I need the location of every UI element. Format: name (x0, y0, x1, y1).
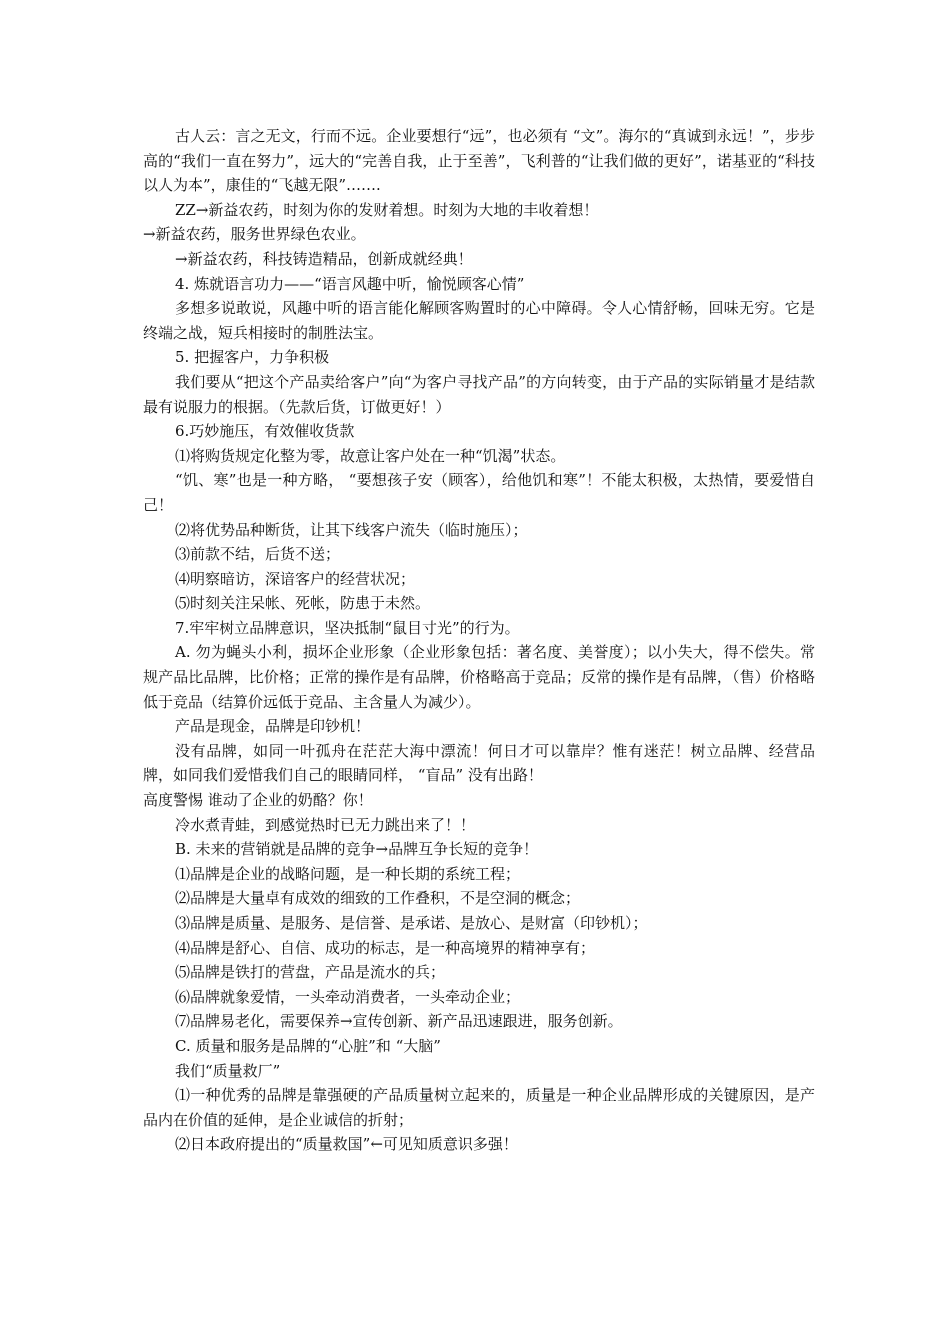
list-item-b-1: ⑴品牌是企业的战略问题，是一种长期的系统工程； (175, 864, 521, 883)
document-body (143, 124, 815, 1157)
list-item-b-7: ⑺品牌易老化，需要保养→宣传创新、新产品迅速跟进，服务创新。 (175, 1012, 623, 1031)
heading-section-4: 4. 炼就语言功力——“语言风趣中听，愉悦顾客心情” (175, 274, 525, 293)
heading-section-7-c: C. 质量和服务是品牌的“心脏”和 “大脑” (175, 1036, 441, 1055)
paragraph-no-brand: 没有品牌，如同一叶孤舟在茫茫大海中漂流！何日才可以靠岸？惟有迷茫！树立品牌、经营品牌，如同我们爱惜我们自己的眼睛同样， “盲品” 没有出路！ (143, 741, 815, 785)
list-item-6-2: ⑵将优势品种断货，让其下线客户流失（临时施压）； (175, 520, 528, 539)
heading-section-5: 5. 把握客户，力争积极 (175, 348, 330, 367)
paragraph-product-cash: 产品是现金，品牌是印钞机！ (175, 717, 371, 736)
list-item-6-1: ⑴将购货规定化整为零，故意让客户处在一种“饥渴”状态。 (175, 446, 566, 465)
list-item-6-5: ⑸时刻关注呆帐、死帐，防患于未然。 (175, 594, 431, 613)
paragraph-section-5-body: 我们要从“把这个产品卖给客户”向“为客户寻找产品”的方向转变，由于产品的实际销量才是结款最有说服力的根据。（先款后货，订做更好！） (143, 372, 815, 416)
list-item-b-6: ⑹品牌就象爱情，一头牵动消费者，一头牵动企业； (175, 987, 521, 1006)
list-item-b-5: ⑸品牌是铁打的营盘，产品是流水的兵； (175, 963, 446, 982)
paragraph-boiling-frog: 冷水煮青蛙，到感觉热时已无力跳出来了！！ (175, 815, 476, 834)
list-item-b-2: ⑵品牌是大量卓有成效的细致的工作叠积，不是空洞的概念； (175, 889, 581, 908)
list-item-c-1: ⑴一种优秀的品牌是靠强硬的产品质量树立起来的，质量是一种企业品牌形成的关键原因，是产品内在价值的延伸，是企业诚信的折射； (143, 1086, 815, 1129)
list-item-c-2: ⑵日本政府提出的“质量救国”←可见知质意识多强！ (175, 1135, 518, 1154)
paragraph-section-4-body: 多想多说敢说，风趣中听的语言能化解顾客购置时的心中障碍。令人心情舒畅，回味无穷。它是终端之战，短兵相接时的制胜法宝。 (143, 299, 815, 342)
heading-section-7: 7.牢牢树立品牌意识，坚决抵制“鼠目寸光”的行为。 (175, 618, 520, 637)
paragraph-slogan-innovation: →新益农药，科技铸造精品，创新成就经典！ (175, 249, 473, 268)
list-item-b-3: ⑶品牌是质量、是服务、是信誉、是承诺、是放心、是财富（印钞机）； (175, 914, 648, 932)
heading-section-7-b: B. 未来的营销就是品牌的竞争→品牌互争长短的竞争！ (175, 840, 539, 859)
paragraph-quality-saves-factory: 我们“质量救厂” (175, 1061, 281, 1080)
paragraph-slogan-green-agriculture: →新益农药，服务世界绿色农业。 (143, 225, 366, 244)
paragraph-section-7-a: A. 勿为蝇头小利，损坏企业形象（企业形象包括：著名度、美誉度）；以小失大，得不偿失。常规产品比品牌，比价格；正常的操作是有品牌，价格略高于竞品；反常的操作是有品牌，（售）价格略低于竞品（结算价远低于竞品、主含量人为减少）。 (143, 643, 815, 711)
list-item-6-3: ⑶前款不结，后货不送； (175, 545, 341, 564)
list-item-6-4: ⑷明察暗访，深谙客户的经营状况； (175, 569, 416, 588)
paragraph-slogans-intro: 古人云：言之无文，行而不远。企业要想行“远”，也必须有 “文”。海尔的“真诚到永远！”，步步高的“我们一直在努力”，远大的“完善自我，止于至善”，飞利普的“让我们做的更好”，诺基亚的“科技以人为本”，康佳的“飞越无限”……. (143, 127, 815, 195)
paragraph-slogan-zz: ZZ→新益农药，时刻为你的发财着想。时刻为大地的丰收着想！ (175, 200, 599, 219)
paragraph-high-alert: 高度警惕 谁动了企业的奶酪？你！ (143, 791, 373, 810)
paragraph-hunger-cold: “饥、寒”也是一种方略， “要想孩子安（顾客），给他饥和寒”！不能太积极，太热情，要爱惜自己！ (143, 471, 815, 514)
heading-section-6: 6.巧妙施压，有效催收货款 (175, 422, 355, 441)
list-item-b-4: ⑷品牌是舒心、自信、成功的标志，是一种高境界的精神享有； (175, 938, 596, 957)
